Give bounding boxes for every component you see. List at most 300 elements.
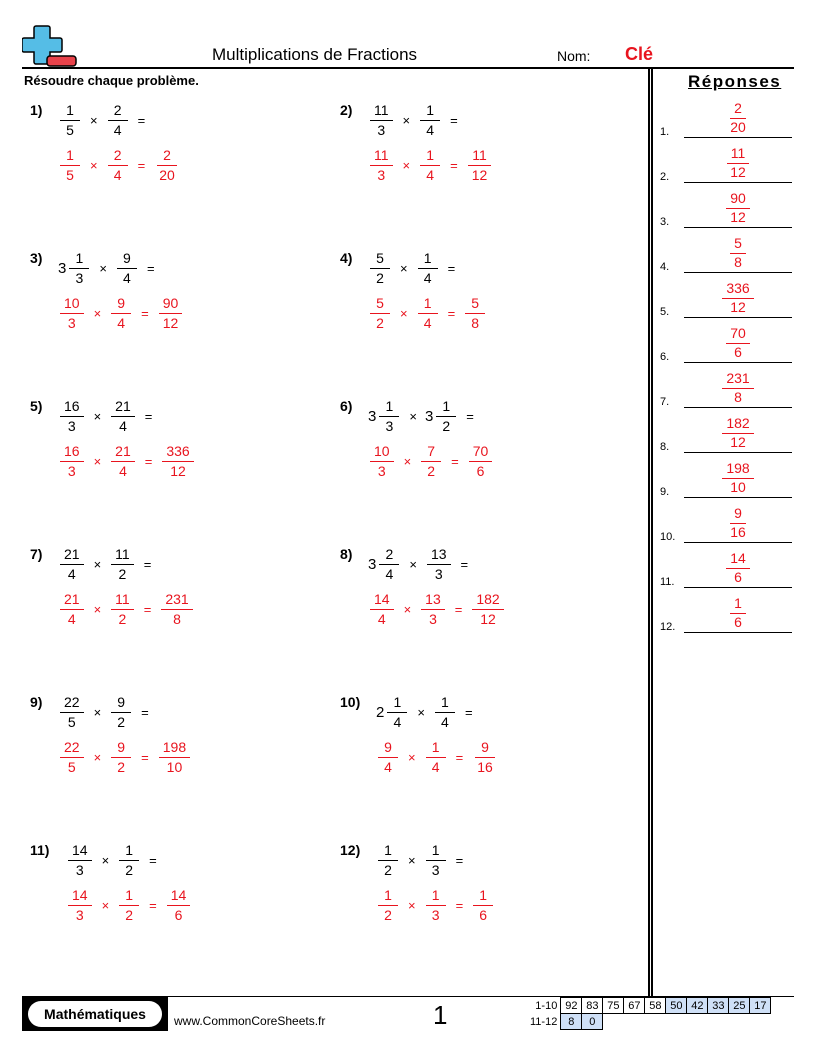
denominator: 5 bbox=[66, 122, 74, 138]
denominator: 3 bbox=[75, 907, 84, 923]
answer-fraction bbox=[708, 235, 768, 271]
problem-8 bbox=[340, 546, 640, 646]
solution-result bbox=[473, 887, 493, 924]
numerator: 14 bbox=[370, 591, 394, 610]
solution-result bbox=[472, 591, 503, 628]
numerator: 13 bbox=[427, 546, 451, 565]
denominator: 2 bbox=[117, 714, 126, 730]
solution-fraction-2 bbox=[111, 739, 131, 776]
problem-number: 11) bbox=[30, 842, 50, 858]
problem-number: 8) bbox=[340, 546, 353, 562]
numerator: 1 bbox=[378, 842, 398, 861]
answer-row-8 bbox=[660, 408, 792, 453]
equals-sign: = bbox=[447, 261, 456, 276]
question-fraction-1 bbox=[370, 102, 393, 139]
question-line bbox=[58, 694, 157, 731]
denominator: 3 bbox=[67, 315, 76, 331]
denominator: 12 bbox=[471, 167, 488, 183]
times-sign: × bbox=[93, 306, 102, 321]
equals-sign: = bbox=[455, 750, 464, 765]
question-fraction-1 bbox=[68, 842, 92, 879]
denominator: 6 bbox=[174, 907, 183, 923]
question-fraction-1 bbox=[379, 398, 399, 435]
column-divider bbox=[648, 69, 653, 997]
solution-line bbox=[376, 887, 495, 924]
denominator: 4 bbox=[113, 122, 122, 138]
solution-line bbox=[58, 591, 195, 628]
problem-10 bbox=[340, 694, 640, 794]
equals-sign: = bbox=[146, 261, 155, 276]
denominator: 12 bbox=[480, 611, 496, 627]
answer-label: 12. bbox=[660, 621, 676, 633]
times-sign: × bbox=[90, 158, 98, 173]
answer-row-11 bbox=[660, 543, 792, 588]
numerator: 22 bbox=[60, 694, 84, 713]
answer-fraction bbox=[708, 190, 768, 226]
question-fraction-1 bbox=[378, 842, 398, 879]
problem-4 bbox=[340, 250, 640, 350]
times-sign: × bbox=[403, 602, 412, 617]
name-value: Clé bbox=[625, 44, 654, 64]
equals-sign: = bbox=[141, 306, 149, 321]
denominator: 4 bbox=[67, 611, 76, 627]
numerator: 21 bbox=[111, 398, 135, 417]
answer-fraction bbox=[708, 550, 768, 586]
header-rule bbox=[22, 67, 794, 69]
numerator: 1 bbox=[435, 694, 455, 713]
problem-number: 9) bbox=[30, 694, 43, 710]
denominator: 12 bbox=[730, 434, 746, 450]
numerator: 2 bbox=[379, 546, 399, 565]
score-cell: 25 bbox=[729, 998, 750, 1014]
denominator: 10 bbox=[730, 479, 746, 495]
question-line bbox=[376, 842, 471, 879]
numerator: 70 bbox=[726, 325, 750, 344]
problem-number: 10) bbox=[340, 694, 361, 710]
solution-fraction-2 bbox=[426, 739, 446, 776]
denominator: 3 bbox=[67, 418, 76, 434]
numerator: 21 bbox=[60, 591, 84, 610]
equals-sign: = bbox=[455, 898, 464, 913]
times-sign: × bbox=[90, 113, 98, 128]
answer-fraction bbox=[708, 595, 768, 631]
denominator: 3 bbox=[434, 566, 443, 582]
numerator: 11 bbox=[468, 147, 491, 166]
times-sign: × bbox=[409, 557, 417, 572]
equals-sign: = bbox=[149, 898, 157, 913]
denominator: 4 bbox=[117, 315, 126, 331]
solution-line bbox=[58, 295, 184, 332]
equals-sign: = bbox=[454, 602, 463, 617]
numerator: 9 bbox=[475, 739, 495, 758]
answer-label: 10. bbox=[660, 531, 676, 543]
solution-line bbox=[376, 739, 499, 776]
denominator: 4 bbox=[113, 167, 122, 183]
denominator: 8 bbox=[734, 254, 742, 270]
answer-label: 6. bbox=[660, 351, 670, 363]
denominator: 3 bbox=[75, 862, 84, 878]
solution-line bbox=[368, 147, 493, 184]
denominator: 6 bbox=[734, 569, 742, 585]
answer-label: 5. bbox=[660, 306, 670, 318]
answer-row-5 bbox=[660, 273, 792, 318]
numerator: 1 bbox=[119, 887, 139, 906]
numerator: 21 bbox=[60, 546, 84, 565]
denominator: 5 bbox=[66, 167, 74, 183]
score-cell: 58 bbox=[645, 998, 666, 1014]
answer-fraction bbox=[708, 145, 768, 181]
numerator: 11 bbox=[111, 591, 134, 610]
problem-7 bbox=[30, 546, 330, 646]
question-fraction-1 bbox=[370, 250, 390, 287]
numerator: 22 bbox=[60, 739, 84, 758]
denominator: 4 bbox=[119, 463, 127, 479]
instructions: Résoudre chaque problème. bbox=[24, 73, 199, 88]
score-cell: 42 bbox=[687, 998, 708, 1014]
numerator: 10 bbox=[370, 443, 394, 462]
answer-row-2 bbox=[660, 138, 792, 183]
denominator: 2 bbox=[427, 463, 436, 479]
question-fraction-1 bbox=[60, 546, 84, 583]
numerator: 1 bbox=[378, 887, 398, 906]
answer-label: 2. bbox=[660, 171, 670, 183]
numerator: 1 bbox=[473, 887, 493, 906]
answer-fraction bbox=[708, 370, 768, 406]
denominator: 2 bbox=[117, 759, 126, 775]
question-line bbox=[58, 546, 159, 583]
problem-number: 6) bbox=[340, 398, 353, 414]
numerator: 9 bbox=[111, 739, 131, 758]
solution-fraction-1 bbox=[68, 887, 92, 924]
question-fraction-1 bbox=[60, 398, 84, 435]
problem-number: 5) bbox=[30, 398, 43, 414]
equals-sign: = bbox=[144, 409, 153, 424]
denominator: 4 bbox=[426, 167, 435, 183]
denominator: 2 bbox=[118, 611, 127, 627]
times-sign: × bbox=[400, 306, 408, 321]
solution-line bbox=[368, 295, 487, 332]
denominator: 20 bbox=[159, 167, 175, 183]
numerator: 14 bbox=[726, 550, 750, 569]
answer-label: 8. bbox=[660, 441, 670, 453]
numerator: 2 bbox=[108, 147, 128, 166]
denominator: 6 bbox=[734, 614, 742, 630]
solution-result bbox=[473, 739, 497, 776]
problem-11 bbox=[30, 842, 330, 942]
score-cell: 83 bbox=[582, 998, 603, 1014]
denominator: 2 bbox=[118, 566, 127, 582]
times-sign: × bbox=[99, 261, 107, 276]
equals-sign: = bbox=[143, 602, 152, 617]
solution-fraction-2 bbox=[421, 591, 445, 628]
answer-label: 7. bbox=[660, 396, 670, 408]
denominator: 12 bbox=[730, 164, 746, 180]
equals-sign: = bbox=[137, 158, 146, 173]
solution-line bbox=[368, 591, 506, 628]
site-url[interactable]: www.CommonCoreSheets.fr bbox=[174, 1014, 326, 1028]
question-fraction-2 bbox=[436, 398, 456, 435]
numerator: 231 bbox=[722, 370, 753, 389]
numerator: 5 bbox=[730, 235, 746, 254]
denominator: 3 bbox=[431, 862, 440, 878]
question-fraction-1 bbox=[379, 546, 399, 583]
numerator: 182 bbox=[722, 415, 753, 434]
times-sign: × bbox=[417, 705, 425, 720]
score-cell: 0 bbox=[582, 1014, 603, 1030]
numerator: 1 bbox=[730, 595, 746, 614]
numerator: 1 bbox=[436, 398, 456, 417]
question-fraction-1 bbox=[69, 250, 89, 287]
score-cell: 92 bbox=[561, 998, 582, 1014]
denominator: 4 bbox=[384, 759, 392, 775]
question-fraction-2 bbox=[111, 694, 131, 731]
numerator: 5 bbox=[370, 250, 390, 269]
numerator: 9 bbox=[730, 505, 746, 524]
numerator: 1 bbox=[418, 295, 438, 314]
solution-fraction-1 bbox=[60, 739, 84, 776]
numerator: 1 bbox=[60, 147, 80, 166]
question-fraction-1 bbox=[60, 102, 80, 139]
solution-fraction-1 bbox=[370, 443, 394, 480]
denominator: 3 bbox=[377, 122, 386, 138]
solution-line bbox=[368, 443, 494, 480]
score-row bbox=[527, 1014, 771, 1030]
answer-row-7 bbox=[660, 363, 792, 408]
solution-fraction-1 bbox=[370, 591, 394, 628]
denominator: 3 bbox=[67, 463, 76, 479]
numerator: 1 bbox=[119, 842, 139, 861]
solution-fraction-1 bbox=[60, 443, 84, 480]
solution-fraction-2 bbox=[421, 443, 441, 480]
answer-fraction bbox=[708, 505, 768, 541]
equals-sign: = bbox=[450, 113, 458, 128]
solution-fraction-1 bbox=[60, 295, 84, 332]
equals-sign: = bbox=[455, 853, 464, 868]
question-fraction-2 bbox=[427, 546, 451, 583]
solution-result bbox=[468, 147, 492, 184]
times-sign: × bbox=[403, 454, 412, 469]
numerator: 2 bbox=[730, 100, 746, 119]
solution-fraction-2 bbox=[426, 887, 446, 924]
solution-fraction-1 bbox=[60, 591, 84, 628]
question-line bbox=[58, 102, 153, 139]
answer-row-10 bbox=[660, 498, 792, 543]
numerator: 9 bbox=[111, 694, 131, 713]
problem-number: 3) bbox=[30, 250, 43, 266]
solution-result bbox=[155, 147, 179, 184]
problem-1 bbox=[30, 102, 330, 202]
answer-row-6 bbox=[660, 318, 792, 363]
numerator: 9 bbox=[378, 739, 398, 758]
numerator: 7 bbox=[421, 443, 441, 462]
solution-fraction-1 bbox=[378, 887, 398, 924]
question-fraction-2 bbox=[119, 842, 139, 879]
numerator: 11 bbox=[370, 102, 393, 121]
denominator: 2 bbox=[125, 862, 134, 878]
denominator: 2 bbox=[384, 907, 392, 923]
equals-sign: = bbox=[450, 158, 458, 173]
answer-fraction bbox=[708, 415, 768, 451]
answer-fraction bbox=[708, 280, 768, 316]
denominator: 8 bbox=[471, 315, 480, 331]
answer-fraction bbox=[708, 460, 768, 496]
solution-fraction-2 bbox=[108, 147, 128, 184]
problem-9 bbox=[30, 694, 330, 794]
denominator: 4 bbox=[119, 418, 127, 434]
times-sign: × bbox=[409, 409, 417, 424]
equals-sign: = bbox=[141, 705, 149, 720]
answer-label: 11. bbox=[660, 576, 675, 588]
score-cell: 67 bbox=[624, 998, 645, 1014]
denominator: 3 bbox=[385, 418, 394, 434]
solution-fraction-2 bbox=[111, 591, 134, 628]
solution-result bbox=[167, 887, 191, 924]
denominator: 2 bbox=[442, 418, 451, 434]
numerator: 2 bbox=[108, 102, 128, 121]
numerator: 231 bbox=[161, 591, 192, 610]
times-sign: × bbox=[93, 750, 102, 765]
times-sign: × bbox=[93, 409, 102, 424]
solution-result bbox=[161, 591, 192, 628]
equals-sign: = bbox=[149, 853, 157, 868]
numerator: 1 bbox=[420, 102, 440, 121]
denominator: 12 bbox=[162, 315, 179, 331]
numerator: 1 bbox=[426, 739, 446, 758]
denominator: 12 bbox=[730, 299, 746, 315]
numerator: 14 bbox=[68, 887, 92, 906]
denominator: 4 bbox=[385, 566, 394, 582]
score-cell: 33 bbox=[708, 998, 729, 1014]
denominator: 12 bbox=[730, 209, 746, 225]
page-number: 1 bbox=[433, 1000, 448, 1030]
problem-number: 1) bbox=[30, 102, 43, 118]
numerator: 336 bbox=[162, 443, 193, 462]
denominator: 4 bbox=[423, 315, 432, 331]
numerator: 10 bbox=[60, 295, 84, 314]
numerator: 1 bbox=[387, 694, 407, 713]
question-fraction-2 bbox=[108, 102, 128, 139]
solution-line bbox=[66, 887, 192, 924]
problem-3 bbox=[30, 250, 330, 350]
times-sign: × bbox=[408, 898, 416, 913]
question-line bbox=[58, 250, 163, 287]
question-fraction-2 bbox=[117, 250, 137, 287]
denominator: 4 bbox=[393, 714, 402, 730]
score-range-label: 11-12 bbox=[530, 1015, 558, 1028]
denominator: 20 bbox=[730, 119, 746, 135]
worksheet-title: Multiplications de Fractions bbox=[212, 45, 418, 64]
question-fraction-2 bbox=[420, 102, 440, 139]
times-sign: × bbox=[93, 705, 102, 720]
numerator: 16 bbox=[60, 398, 84, 417]
equals-sign: = bbox=[464, 705, 473, 720]
denominator: 4 bbox=[123, 270, 131, 286]
subject-badge: Mathématiques bbox=[28, 1001, 162, 1027]
answer-label: 4. bbox=[660, 261, 670, 273]
numerator: 90 bbox=[159, 295, 183, 314]
times-sign: × bbox=[400, 261, 408, 276]
denominator: 2 bbox=[125, 907, 134, 923]
numerator: 1 bbox=[69, 250, 89, 269]
whole-number: 2 bbox=[376, 704, 385, 721]
whole-number: 3 bbox=[368, 556, 377, 573]
denominator: 2 bbox=[376, 315, 384, 331]
numerator: 16 bbox=[60, 443, 84, 462]
numerator: 198 bbox=[722, 460, 753, 479]
numerator: 5 bbox=[465, 295, 485, 314]
answer-fraction bbox=[708, 100, 768, 136]
times-sign: × bbox=[101, 853, 110, 868]
solution-result bbox=[159, 295, 183, 332]
times-sign: × bbox=[101, 898, 110, 913]
numerator: 21 bbox=[111, 443, 135, 462]
denominator: 8 bbox=[173, 611, 181, 627]
answer-label: 3. bbox=[660, 216, 670, 228]
answer-row-1 bbox=[660, 93, 792, 138]
numerator: 1 bbox=[426, 842, 446, 861]
problem-5 bbox=[30, 398, 330, 498]
denominator: 2 bbox=[376, 270, 384, 286]
denominator: 2 bbox=[384, 862, 392, 878]
question-line bbox=[368, 398, 482, 435]
numerator: 70 bbox=[469, 443, 493, 462]
equals-sign: = bbox=[141, 750, 149, 765]
answer-row-9 bbox=[660, 453, 792, 498]
equals-sign: = bbox=[460, 557, 469, 572]
name-label: Nom: bbox=[557, 48, 591, 64]
equals-sign: = bbox=[143, 557, 152, 572]
solution-fraction-1 bbox=[378, 739, 398, 776]
whole-number: 3 bbox=[58, 260, 67, 277]
question-fraction-2 bbox=[111, 398, 135, 435]
solution-result bbox=[465, 295, 485, 332]
answer-label: 9. bbox=[660, 486, 670, 498]
numerator: 5 bbox=[370, 295, 390, 314]
solution-fraction-2 bbox=[420, 147, 440, 184]
question-fraction-2 bbox=[426, 842, 446, 879]
problem-number: 2) bbox=[340, 102, 353, 118]
denominator: 5 bbox=[67, 714, 76, 730]
answer-row-3 bbox=[660, 183, 792, 228]
numerator: 182 bbox=[472, 591, 503, 610]
numerator: 336 bbox=[722, 280, 753, 299]
times-sign: × bbox=[408, 750, 416, 765]
solution-line bbox=[58, 443, 196, 480]
numerator: 11 bbox=[111, 546, 134, 565]
numerator: 11 bbox=[727, 145, 750, 164]
equals-sign: = bbox=[451, 454, 459, 469]
numerator: 1 bbox=[426, 887, 446, 906]
numerator: 13 bbox=[421, 591, 445, 610]
denominator: 3 bbox=[429, 611, 437, 627]
denominator: 3 bbox=[377, 463, 386, 479]
denominator: 8 bbox=[734, 389, 742, 405]
score-cell: 17 bbox=[750, 998, 771, 1014]
score-cell: 8 bbox=[561, 1014, 582, 1030]
numerator: 90 bbox=[726, 190, 750, 209]
solution-fraction-2 bbox=[418, 295, 438, 332]
plus-minus-logo-icon bbox=[22, 24, 78, 68]
question-fraction-1 bbox=[387, 694, 407, 731]
denominator: 16 bbox=[730, 524, 746, 540]
times-sign: × bbox=[93, 602, 102, 617]
question-fraction-1 bbox=[60, 694, 84, 731]
solution-fraction-1 bbox=[60, 147, 80, 184]
times-sign: × bbox=[402, 158, 411, 173]
question-fraction-2 bbox=[111, 546, 134, 583]
whole-number: 3 bbox=[368, 408, 377, 425]
solution-fraction-1 bbox=[370, 147, 393, 184]
